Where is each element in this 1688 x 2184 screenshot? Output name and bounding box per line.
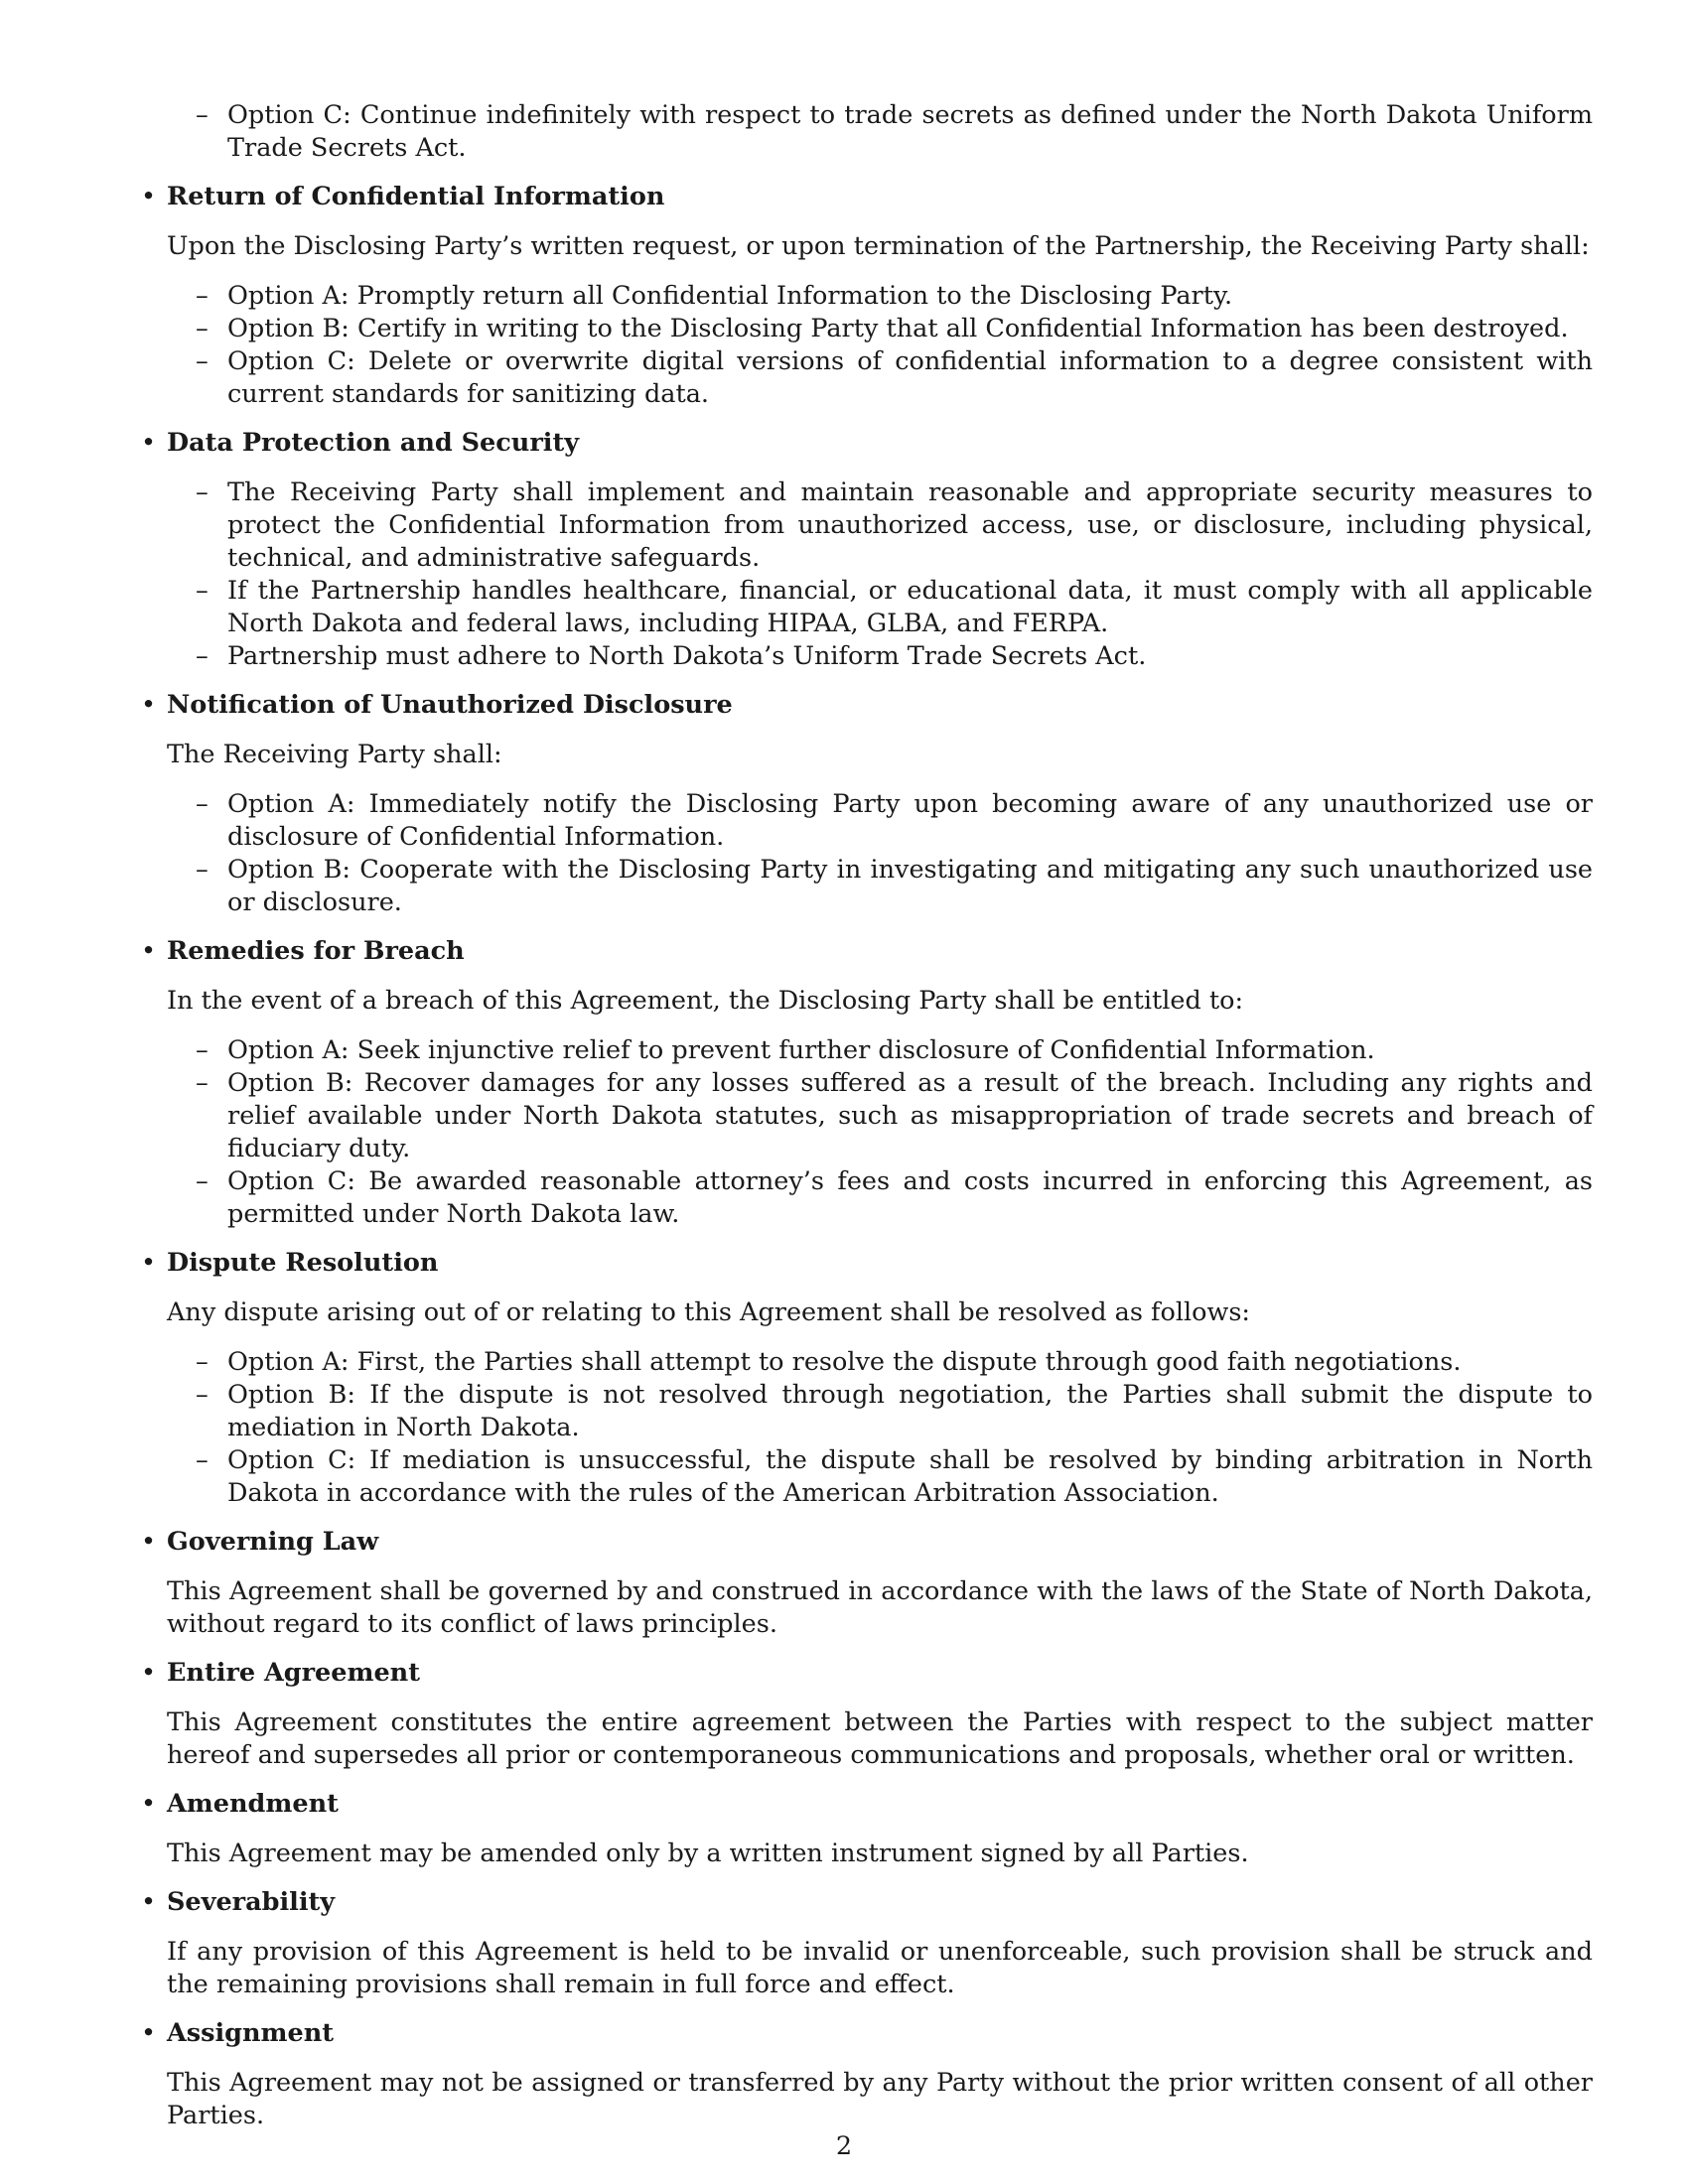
option-item: – Partnership must adhere to North Dakota’s Uniform Trade Secrets Act. [227, 640, 1593, 673]
section-remedies-for-breach [141, 935, 1593, 1231]
option-item: – Option C: Delete or overwrite digital versions of confidential information to a degree consistent with current standards for sanitizing data. [227, 345, 1593, 411]
section-heading: Amendment [167, 1789, 339, 1819]
bullet-icon: • [141, 936, 157, 966]
section-heading: Assignment [167, 2018, 335, 2048]
section-assignment [141, 2017, 1593, 2132]
section-body: This Agreement may be amended only by a written instrument signed by all Parties. [167, 1839, 1249, 1868]
section-notification-of-unauthorized-disclosure [141, 689, 1593, 919]
section-body: Any dispute arising out of or relating to this Agreement shall be resolved as follows: [167, 1297, 1250, 1327]
option-item: – Option A: Immediately notify the Disclosing Party upon becoming aware of any unauthorized use or disclosure of Confidential Information. [227, 788, 1593, 854]
option-item: – Option B: Certify in writing to the Disclosing Party that all Confidential Information has been destroyed. [227, 313, 1593, 345]
section-body: Upon the Disclosing Party’s written request, or upon termination of the Partnership, the Receiving Party shall: [167, 231, 1590, 261]
option-item: – Option A: Seek injunctive relief to prevent further disclosure of Confidential Information. [227, 1034, 1593, 1067]
option-item: – Option B: Cooperate with the Disclosing Party in investigating and mitigating any such unauthorized use or disclosure. [227, 854, 1593, 919]
bullet-icon: • [141, 690, 157, 720]
option-list [167, 1034, 1593, 1231]
section-heading: Severability [167, 1887, 336, 1917]
section-list [141, 181, 1593, 2132]
page-number: 2 [835, 2131, 853, 2161]
section-data-protection-and-security [141, 427, 1593, 673]
option-item: – Option B: Recover damages for any losses suffered as a result of the breach. Including any rights and relief available under North Dakota statutes, such as misappropriation of trade secrets and breach of fiduciary duty. [227, 1067, 1593, 1165]
section-heading: Return of Confidential Information [167, 182, 665, 211]
continued-option-item: – Option C: Continue indefinitely with respect to trade secrets as defined under the North Dakota Uniform Trade Secrets Act. [227, 99, 1593, 165]
section-return-of-confidential-information [141, 181, 1593, 411]
option-item: – Option C: Be awarded reasonable attorney’s fees and costs incurred in enforcing this Agreement, as permitted under North Dakota law. [227, 1165, 1593, 1231]
option-list [167, 280, 1593, 411]
option-item: – Option B: If the dispute is not resolved through negotiation, the Parties shall submit the dispute to mediation in North Dakota. [227, 1379, 1593, 1444]
continued-option-list [167, 99, 1593, 165]
option-list [167, 477, 1593, 673]
section-body: If any provision of this Agreement is held to be invalid or unenforceable, such provision shall be struck and the remaining provisions shall remain in full force and effect. [167, 1937, 1593, 1999]
bullet-icon: • [141, 1789, 157, 1819]
section-dispute-resolution [141, 1247, 1593, 1510]
section-body: This Agreement shall be governed by and construed in accordance with the laws of the State of North Dakota, without regard to its conflict of laws principles. [167, 1576, 1593, 1639]
option-item: – Option A: Promptly return all Confidential Information to the Disclosing Party. [227, 280, 1593, 313]
option-item: – Option A: First, the Parties shall attempt to resolve the dispute through good faith negotiations. [227, 1346, 1593, 1379]
bullet-icon: • [141, 1887, 157, 1917]
option-list [167, 788, 1593, 919]
section-body: This Agreement may not be assigned or transferred by any Party without the prior written consent of all other Parties. [167, 2068, 1593, 2130]
section-heading: Data Protection and Security [167, 428, 580, 458]
document-page [141, 99, 1593, 2132]
section-body: The Receiving Party shall: [167, 740, 502, 769]
section-heading: Governing Law [167, 1527, 379, 1557]
bullet-icon: • [141, 1248, 157, 1278]
bullet-icon: • [141, 428, 157, 458]
section-severability [141, 1886, 1593, 2001]
option-item: – The Receiving Party shall implement and maintain reasonable and appropriate security measures to protect the Confidential Information from unauthorized access, use, or disclosure, including physical, technical, and administrative safeguards. [227, 477, 1593, 575]
section-heading: Dispute Resolution [167, 1248, 439, 1278]
bullet-icon: • [141, 1527, 157, 1557]
option-list [167, 1346, 1593, 1510]
section-body: In the event of a breach of this Agreement, the Disclosing Party shall be entitled to: [167, 986, 1244, 1016]
section-amendment [141, 1788, 1593, 1870]
section-body: This Agreement constitutes the entire agreement between the Parties with respect to the subject matter hereof and supersedes all prior or contemporaneous communications and proposals, whether oral or written. [167, 1707, 1593, 1770]
section-heading: Notification of Unauthorized Disclosure [167, 690, 733, 720]
section-heading: Remedies for Breach [167, 936, 465, 966]
bullet-icon: • [141, 1658, 157, 1688]
option-item: – Option C: If mediation is unsuccessful, the dispute shall be resolved by binding arbitration in North Dakota in accordance with the rules of the American Arbitration Association. [227, 1444, 1593, 1510]
section-entire-agreement [141, 1657, 1593, 1772]
option-item: – If the Partnership handles healthcare, financial, or educational data, it must comply with all applicable North Dakota and federal laws, including HIPAA, GLBA, and FERPA. [227, 575, 1593, 640]
bullet-icon: • [141, 182, 157, 211]
section-governing-law [141, 1526, 1593, 1641]
bullet-icon: • [141, 2018, 157, 2048]
section-heading: Entire Agreement [167, 1658, 420, 1688]
